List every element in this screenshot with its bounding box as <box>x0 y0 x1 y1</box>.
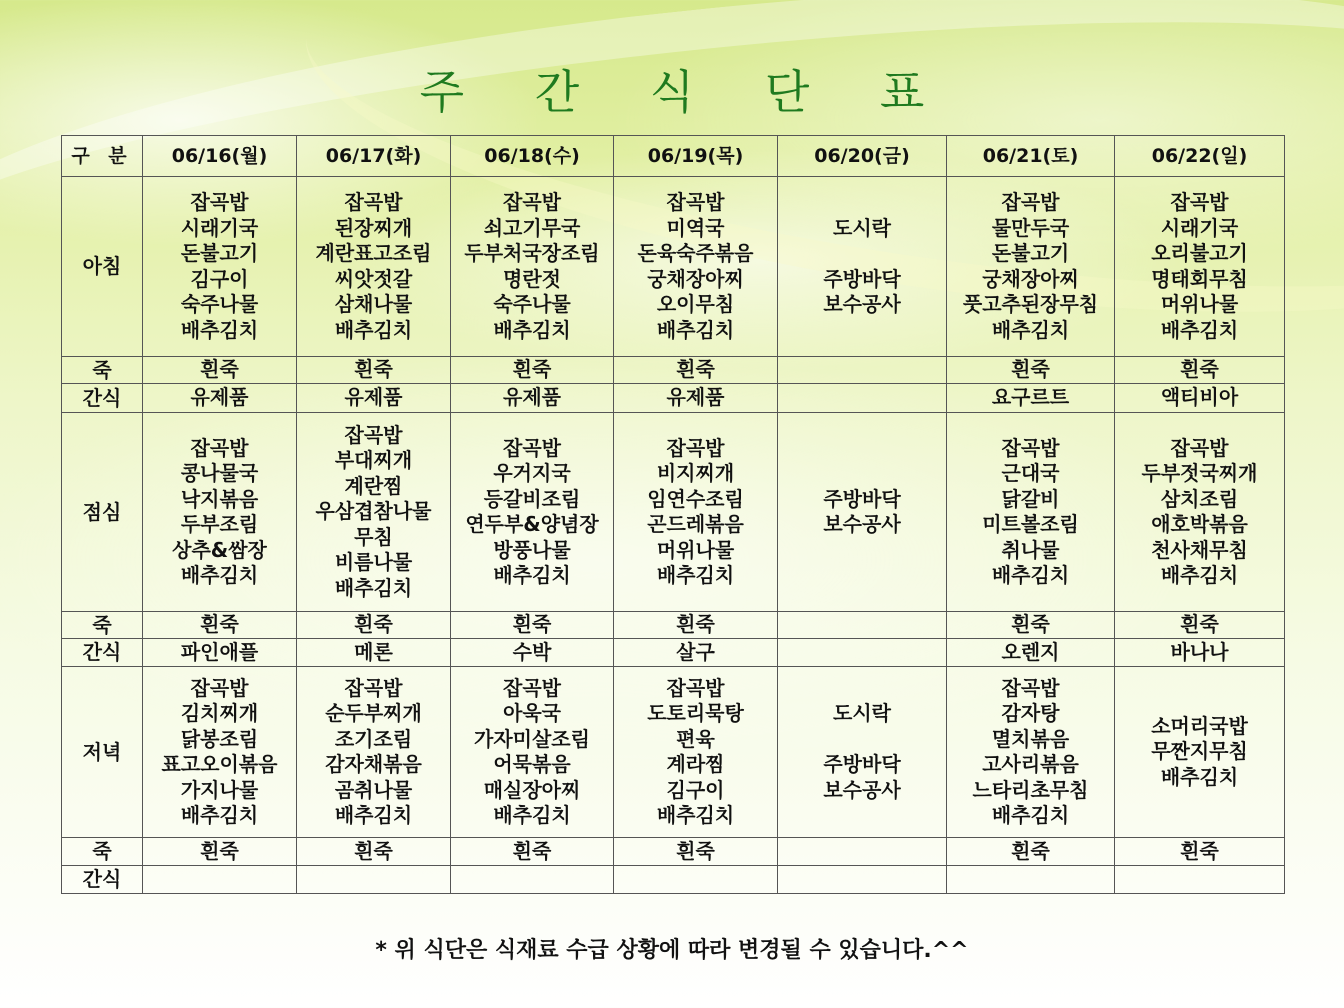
menu-item: 잡곡밥 <box>344 675 403 700</box>
menu-cell <box>297 612 451 639</box>
header-date: 06/16(월) <box>143 136 297 177</box>
menu-item: 비지찌개 <box>656 461 735 485</box>
menu-item: 연두부&양념장 <box>465 512 599 536</box>
menu-cell <box>947 357 1115 384</box>
menu-cell <box>614 667 778 838</box>
menu-cell <box>143 838 297 866</box>
menu-cell <box>297 413 451 612</box>
menu-item: 궁채장아찌 <box>647 266 744 291</box>
menu-item <box>780 727 944 753</box>
menu-item: 낙지볶음 <box>180 486 259 511</box>
menu-item: 느타리초무침 <box>972 777 1089 802</box>
menu-item: 상추&쌈장 <box>172 537 267 562</box>
menu-cell <box>778 384 947 413</box>
menu-item: 가지나물 <box>180 777 259 802</box>
menu-item: 매실장아찌 <box>483 777 581 802</box>
menu-item: 돈육숙주볶음 <box>637 241 754 265</box>
menu-item: 흰죽 <box>354 838 393 863</box>
menu-item: 잡곡밥 <box>344 422 403 447</box>
menu-cell <box>947 838 1115 866</box>
meal-label: 간식 <box>62 866 143 894</box>
menu-cell <box>451 384 614 413</box>
meal-label: 죽 <box>62 612 143 639</box>
meal-row <box>62 384 1285 413</box>
menu-cell <box>1115 413 1285 612</box>
meal-label: 저녁 <box>62 667 143 838</box>
menu-item: 배추김치 <box>991 317 1070 342</box>
menu-cell <box>451 177 614 357</box>
menu-cell <box>1115 667 1285 838</box>
menu-item: 흰죽 <box>512 357 552 382</box>
header-date: 06/18(수) <box>451 136 614 177</box>
menu-cell <box>1115 838 1285 866</box>
menu-item: 흰죽 <box>200 838 239 863</box>
menu-item: 어묵볶음 <box>493 752 571 776</box>
meal-label: 아침 <box>62 177 143 357</box>
header-date: 06/22(일) <box>1115 136 1285 177</box>
menu-item: 흰죽 <box>512 838 552 863</box>
menu-item: 배추김치 <box>656 317 735 342</box>
menu-item: 배추김치 <box>1160 563 1239 587</box>
menu-item: 배추김치 <box>991 563 1070 587</box>
menu-item: 보수공사 <box>823 512 901 536</box>
menu-item: 쇠고기무국 <box>483 215 581 240</box>
menu-cell <box>1115 177 1285 357</box>
menu-item: 김구이 <box>190 266 249 291</box>
menu-cell <box>778 413 947 612</box>
menu-item: 잡곡밥 <box>666 675 725 700</box>
menu-cell <box>778 612 947 639</box>
menu-item: 흰죽 <box>1011 357 1050 382</box>
menu-item: 흰죽 <box>1180 838 1219 863</box>
menu-item: 흰죽 <box>1180 357 1219 382</box>
menu-item: 흰죽 <box>676 838 715 863</box>
menu-item: 잡곡밥 <box>344 190 403 214</box>
menu-item: 계란찜 <box>344 473 403 498</box>
menu-item: 조기조림 <box>334 726 413 751</box>
menu-item: 순두부찌개 <box>325 701 422 725</box>
menu-item: 머위나물 <box>1160 292 1239 316</box>
menu-item: 방풍나물 <box>493 537 571 562</box>
menu-item: 멸치볶음 <box>991 726 1070 751</box>
menu-item: 임연수조림 <box>647 486 744 511</box>
menu-item: 머위나물 <box>656 537 735 562</box>
menu-cell <box>143 612 297 639</box>
menu-cell <box>297 838 451 866</box>
menu-cell <box>778 667 947 838</box>
menu-item: 살구 <box>676 639 715 664</box>
menu-item: 메론 <box>354 639 393 664</box>
menu-cell <box>614 357 778 384</box>
menu-cell <box>614 639 778 667</box>
menu-item: 배추김치 <box>180 803 259 827</box>
menu-cell <box>778 838 947 866</box>
menu-item: 배추김치 <box>180 563 259 587</box>
menu-item: 액티비아 <box>1160 385 1239 410</box>
menu-cell <box>143 384 297 413</box>
menu-item: 편육 <box>676 726 715 751</box>
menu-item: 비름나물 <box>334 550 413 575</box>
menu-item: 계라찜 <box>666 752 725 776</box>
menu-item <box>780 241 944 267</box>
menu-item: 배추김치 <box>334 575 413 600</box>
menu-cell <box>778 357 947 384</box>
menu-item: 잡곡밥 <box>503 435 561 460</box>
menu-item: 주방바닥 <box>823 486 901 511</box>
menu-cell <box>614 177 778 357</box>
menu-item: 흰죽 <box>354 612 393 637</box>
menu-item: 보수공사 <box>823 777 901 802</box>
menu-cell <box>143 866 297 894</box>
menu-item: 시래기국 <box>180 215 259 240</box>
menu-item: 흰죽 <box>1011 838 1050 863</box>
menu-item: 숙주나물 <box>180 292 259 316</box>
menu-item: 유제품 <box>344 385 403 410</box>
meal-label: 점심 <box>62 413 143 612</box>
menu-item: 아욱국 <box>503 701 561 725</box>
menu-item: 소머리국밥 <box>1151 713 1248 738</box>
menu-item: 배추김치 <box>493 803 571 827</box>
menu-item: 근대국 <box>1001 461 1060 485</box>
header-date: 06/19(목) <box>614 136 778 177</box>
menu-cell <box>451 357 614 384</box>
menu-cell <box>947 177 1115 357</box>
menu-cell <box>614 866 778 894</box>
menu-cell <box>1115 639 1285 667</box>
menu-item: 오이무침 <box>656 292 735 316</box>
menu-item: 유제품 <box>503 385 561 410</box>
meal-row <box>62 413 1285 612</box>
menu-item: 주방바닥 <box>823 266 901 291</box>
menu-item: 가자미살조림 <box>474 726 590 751</box>
menu-cell <box>947 667 1115 838</box>
menu-item: 흰죽 <box>676 612 715 637</box>
menu-item: 취나물 <box>1001 537 1060 562</box>
menu-cell <box>778 639 947 667</box>
menu-item: 도토리묵탕 <box>647 701 744 725</box>
menu-cell <box>778 177 947 357</box>
menu-item: 삼채나물 <box>334 292 413 316</box>
menu-cell <box>451 413 614 612</box>
menu-item: 잡곡밥 <box>503 190 561 214</box>
menu-item: 잡곡밥 <box>190 435 249 460</box>
meal-row <box>62 177 1285 357</box>
menu-cell <box>451 612 614 639</box>
menu-item: 씨앗젓갈 <box>334 266 413 291</box>
menu-item: 흰죽 <box>512 612 552 637</box>
menu-cell <box>451 866 614 894</box>
menu-item: 두부조림 <box>180 512 259 536</box>
menu-item: 도시락 <box>833 701 891 725</box>
menu-item: 잡곡밥 <box>1170 435 1229 460</box>
page-title: 주 간 식 단 표 <box>419 65 953 119</box>
menu-cell <box>614 838 778 866</box>
menu-cell <box>614 612 778 639</box>
menu-item: 콩나물국 <box>180 461 259 485</box>
menu-item: 궁채장아찌 <box>982 266 1079 291</box>
menu-item: 수박 <box>512 639 552 664</box>
menu-item: 미트볼조림 <box>982 512 1079 536</box>
menu-item: 바나나 <box>1170 639 1229 664</box>
menu-item: 명란젓 <box>503 266 561 291</box>
menu-item: 두부처국장조림 <box>464 241 600 265</box>
menu-item: 계란표고조림 <box>315 241 432 265</box>
header-date: 06/21(토) <box>947 136 1115 177</box>
menu-item: 배추김치 <box>1160 317 1239 342</box>
meal-label: 간식 <box>62 639 143 667</box>
menu-item: 애호박볶음 <box>1151 512 1248 536</box>
menu-cell <box>1115 612 1285 639</box>
menu-item: 배추김치 <box>493 563 571 587</box>
menu-item: 명태회무침 <box>1151 266 1248 291</box>
menu-item: 보수공사 <box>823 292 901 316</box>
menu-cell <box>947 612 1115 639</box>
menu-cell <box>947 639 1115 667</box>
menu-item: 유제품 <box>666 385 725 410</box>
menu-item: 배추김치 <box>334 317 413 342</box>
meal-row <box>62 612 1285 639</box>
menu-cell <box>614 384 778 413</box>
menu-cell <box>297 177 451 357</box>
meal-row <box>62 639 1285 667</box>
menu-cell <box>614 413 778 612</box>
menu-item: 삼치조림 <box>1160 486 1239 511</box>
menu-item: 닭봉조림 <box>180 726 259 751</box>
menu-item: 유제품 <box>190 385 249 410</box>
meal-label: 죽 <box>62 838 143 866</box>
menu-item: 천사채무침 <box>1151 537 1248 562</box>
menu-item: 잡곡밥 <box>1170 190 1229 214</box>
menu-item: 닭갈비 <box>1001 486 1060 511</box>
menu-item: 잡곡밥 <box>1001 190 1060 214</box>
menu-cell <box>143 357 297 384</box>
menu-item: 흰죽 <box>1011 612 1050 637</box>
header-category: 구 분 <box>62 136 143 177</box>
meal-label: 죽 <box>62 357 143 384</box>
menu-item: 잡곡밥 <box>1001 675 1060 700</box>
menu-item: 김치찌개 <box>180 701 259 725</box>
menu-item: 주방바닥 <box>823 752 901 776</box>
menu-item: 배추김치 <box>1160 764 1239 789</box>
menu-cell <box>297 639 451 667</box>
menu-item: 무침 <box>354 524 393 549</box>
meal-row <box>62 838 1285 866</box>
menu-item: 숙주나물 <box>493 292 571 316</box>
menu-item: 흰죽 <box>676 357 715 382</box>
menu-cell <box>451 667 614 838</box>
menu-item: 도시락 <box>833 215 891 240</box>
menu-item: 배추김치 <box>991 803 1070 827</box>
menu-item: 된장찌개 <box>334 215 413 240</box>
header-row <box>62 136 1285 177</box>
menu-cell <box>143 639 297 667</box>
menu-cell <box>947 413 1115 612</box>
menu-table-body <box>62 136 1285 894</box>
menu-cell <box>143 177 297 357</box>
menu-item: 잡곡밥 <box>190 675 249 700</box>
menu-item: 우거지국 <box>493 461 571 485</box>
menu-item: 배추김치 <box>656 563 735 587</box>
menu-item: 고사리볶음 <box>982 752 1079 776</box>
menu-cell <box>143 413 297 612</box>
menu-item: 무짠지무침 <box>1151 739 1248 764</box>
menu-item: 배추김치 <box>334 803 413 827</box>
menu-item: 곤드레볶음 <box>647 512 744 536</box>
menu-item: 오렌지 <box>1001 639 1060 664</box>
footnote: * 위 식단은 식재료 수급 상황에 따라 변경될 수 있습니다.^^ <box>375 938 969 963</box>
menu-item: 배추김치 <box>180 317 259 342</box>
header-date: 06/20(금) <box>778 136 947 177</box>
menu-item: 표고오이볶음 <box>161 752 278 776</box>
menu-item: 김구이 <box>666 777 725 802</box>
header-date: 06/17(화) <box>297 136 451 177</box>
menu-cell <box>1115 866 1285 894</box>
menu-item: 배추김치 <box>656 803 735 827</box>
meal-row <box>62 866 1285 894</box>
menu-item: 물만두국 <box>991 215 1070 240</box>
menu-item: 배추김치 <box>493 317 571 342</box>
menu-item: 곰취나물 <box>334 777 413 802</box>
menu-item: 미역국 <box>666 215 725 240</box>
menu-item: 풋고추된장무침 <box>962 292 1099 316</box>
menu-cell <box>297 866 451 894</box>
menu-item: 흰죽 <box>200 612 239 637</box>
menu-item: 잡곡밥 <box>190 190 249 214</box>
menu-item: 파인애플 <box>180 639 259 664</box>
menu-item: 잡곡밥 <box>666 190 725 214</box>
menu-cell <box>297 357 451 384</box>
menu-cell <box>1115 384 1285 413</box>
menu-cell <box>451 639 614 667</box>
menu-cell <box>297 667 451 838</box>
menu-item: 돈불고기 <box>991 241 1070 265</box>
weekly-menu-table <box>61 135 1285 894</box>
menu-item: 흰죽 <box>200 357 239 382</box>
menu-item: 잡곡밥 <box>666 435 725 460</box>
menu-cell <box>947 384 1115 413</box>
menu-item: 요구르트 <box>991 385 1070 410</box>
menu-item: 돈불고기 <box>180 241 259 265</box>
menu-cell <box>1115 357 1285 384</box>
menu-cell <box>143 667 297 838</box>
menu-item: 오리불고기 <box>1151 241 1248 265</box>
menu-item: 흰죽 <box>354 357 393 382</box>
meal-row <box>62 667 1285 838</box>
menu-item: 시래기국 <box>1160 215 1239 240</box>
menu-item: 두부젓국찌개 <box>1141 461 1258 485</box>
menu-item: 흰죽 <box>1180 612 1219 637</box>
menu-cell <box>451 838 614 866</box>
menu-item: 우삼겹참나물 <box>315 499 432 524</box>
menu-cell <box>778 866 947 894</box>
menu-item: 잡곡밥 <box>1001 435 1060 460</box>
menu-cell <box>947 866 1115 894</box>
menu-item: 잡곡밥 <box>503 675 561 700</box>
meal-label: 간식 <box>62 384 143 413</box>
menu-item: 감자채볶음 <box>325 752 422 776</box>
menu-cell <box>297 384 451 413</box>
menu-item: 감자탕 <box>1001 701 1060 725</box>
meal-row <box>62 357 1285 384</box>
menu-item: 등갈비조림 <box>483 486 581 511</box>
menu-item: 부대찌개 <box>334 448 413 473</box>
